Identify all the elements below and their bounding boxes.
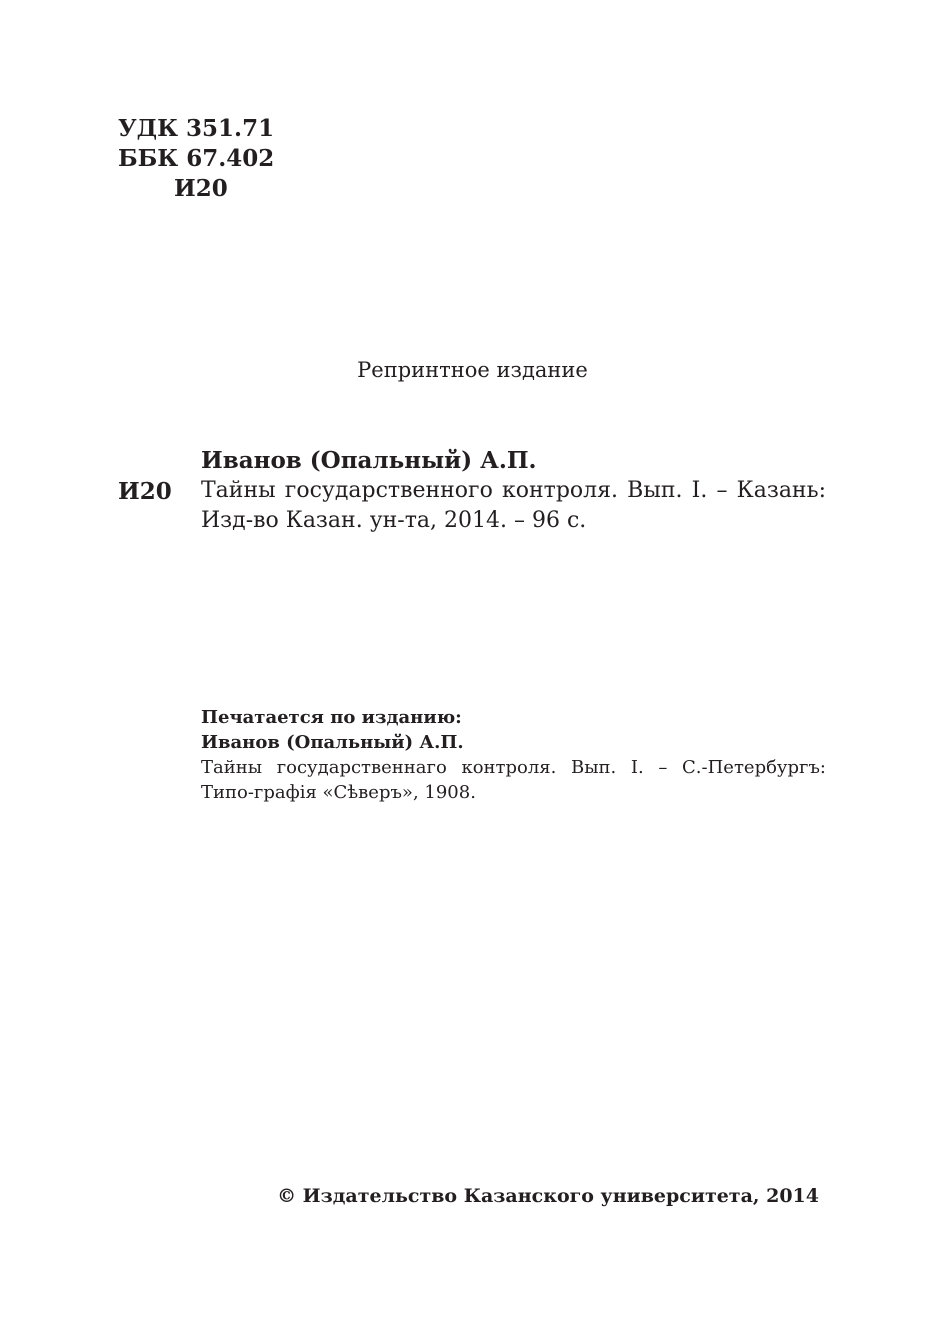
source-description: Тайны государственнаго контроля. Вып. I. – С.-Петербургъ: Типо-графія «Сѣверъ», 1908. [201, 757, 826, 803]
classification-codes [118, 114, 274, 204]
record-author: Иванов (Опальный) А.П. [201, 447, 537, 474]
source-author: Иванов (Опальный) А.П. [201, 732, 464, 753]
udk-code: УДК 351.71 [118, 115, 275, 142]
source-edition [201, 705, 826, 805]
source-heading: Печатается по изданию: [201, 707, 462, 728]
bbk-code: ББК 67.402 [118, 145, 275, 172]
copyright-notice: © Издательство Казанского университета, 2014 [277, 1185, 819, 1207]
edition-note: Репринтное издание [357, 358, 588, 382]
bibliographic-record [201, 446, 826, 536]
author-mark-top: И20 [174, 175, 228, 202]
record-description: Тайны государственного контроля. Вып. I. – Казань: Изд-во Казан. ун-та, 2014. – 96 с. [201, 478, 826, 533]
author-mark-left: И20 [118, 478, 172, 505]
